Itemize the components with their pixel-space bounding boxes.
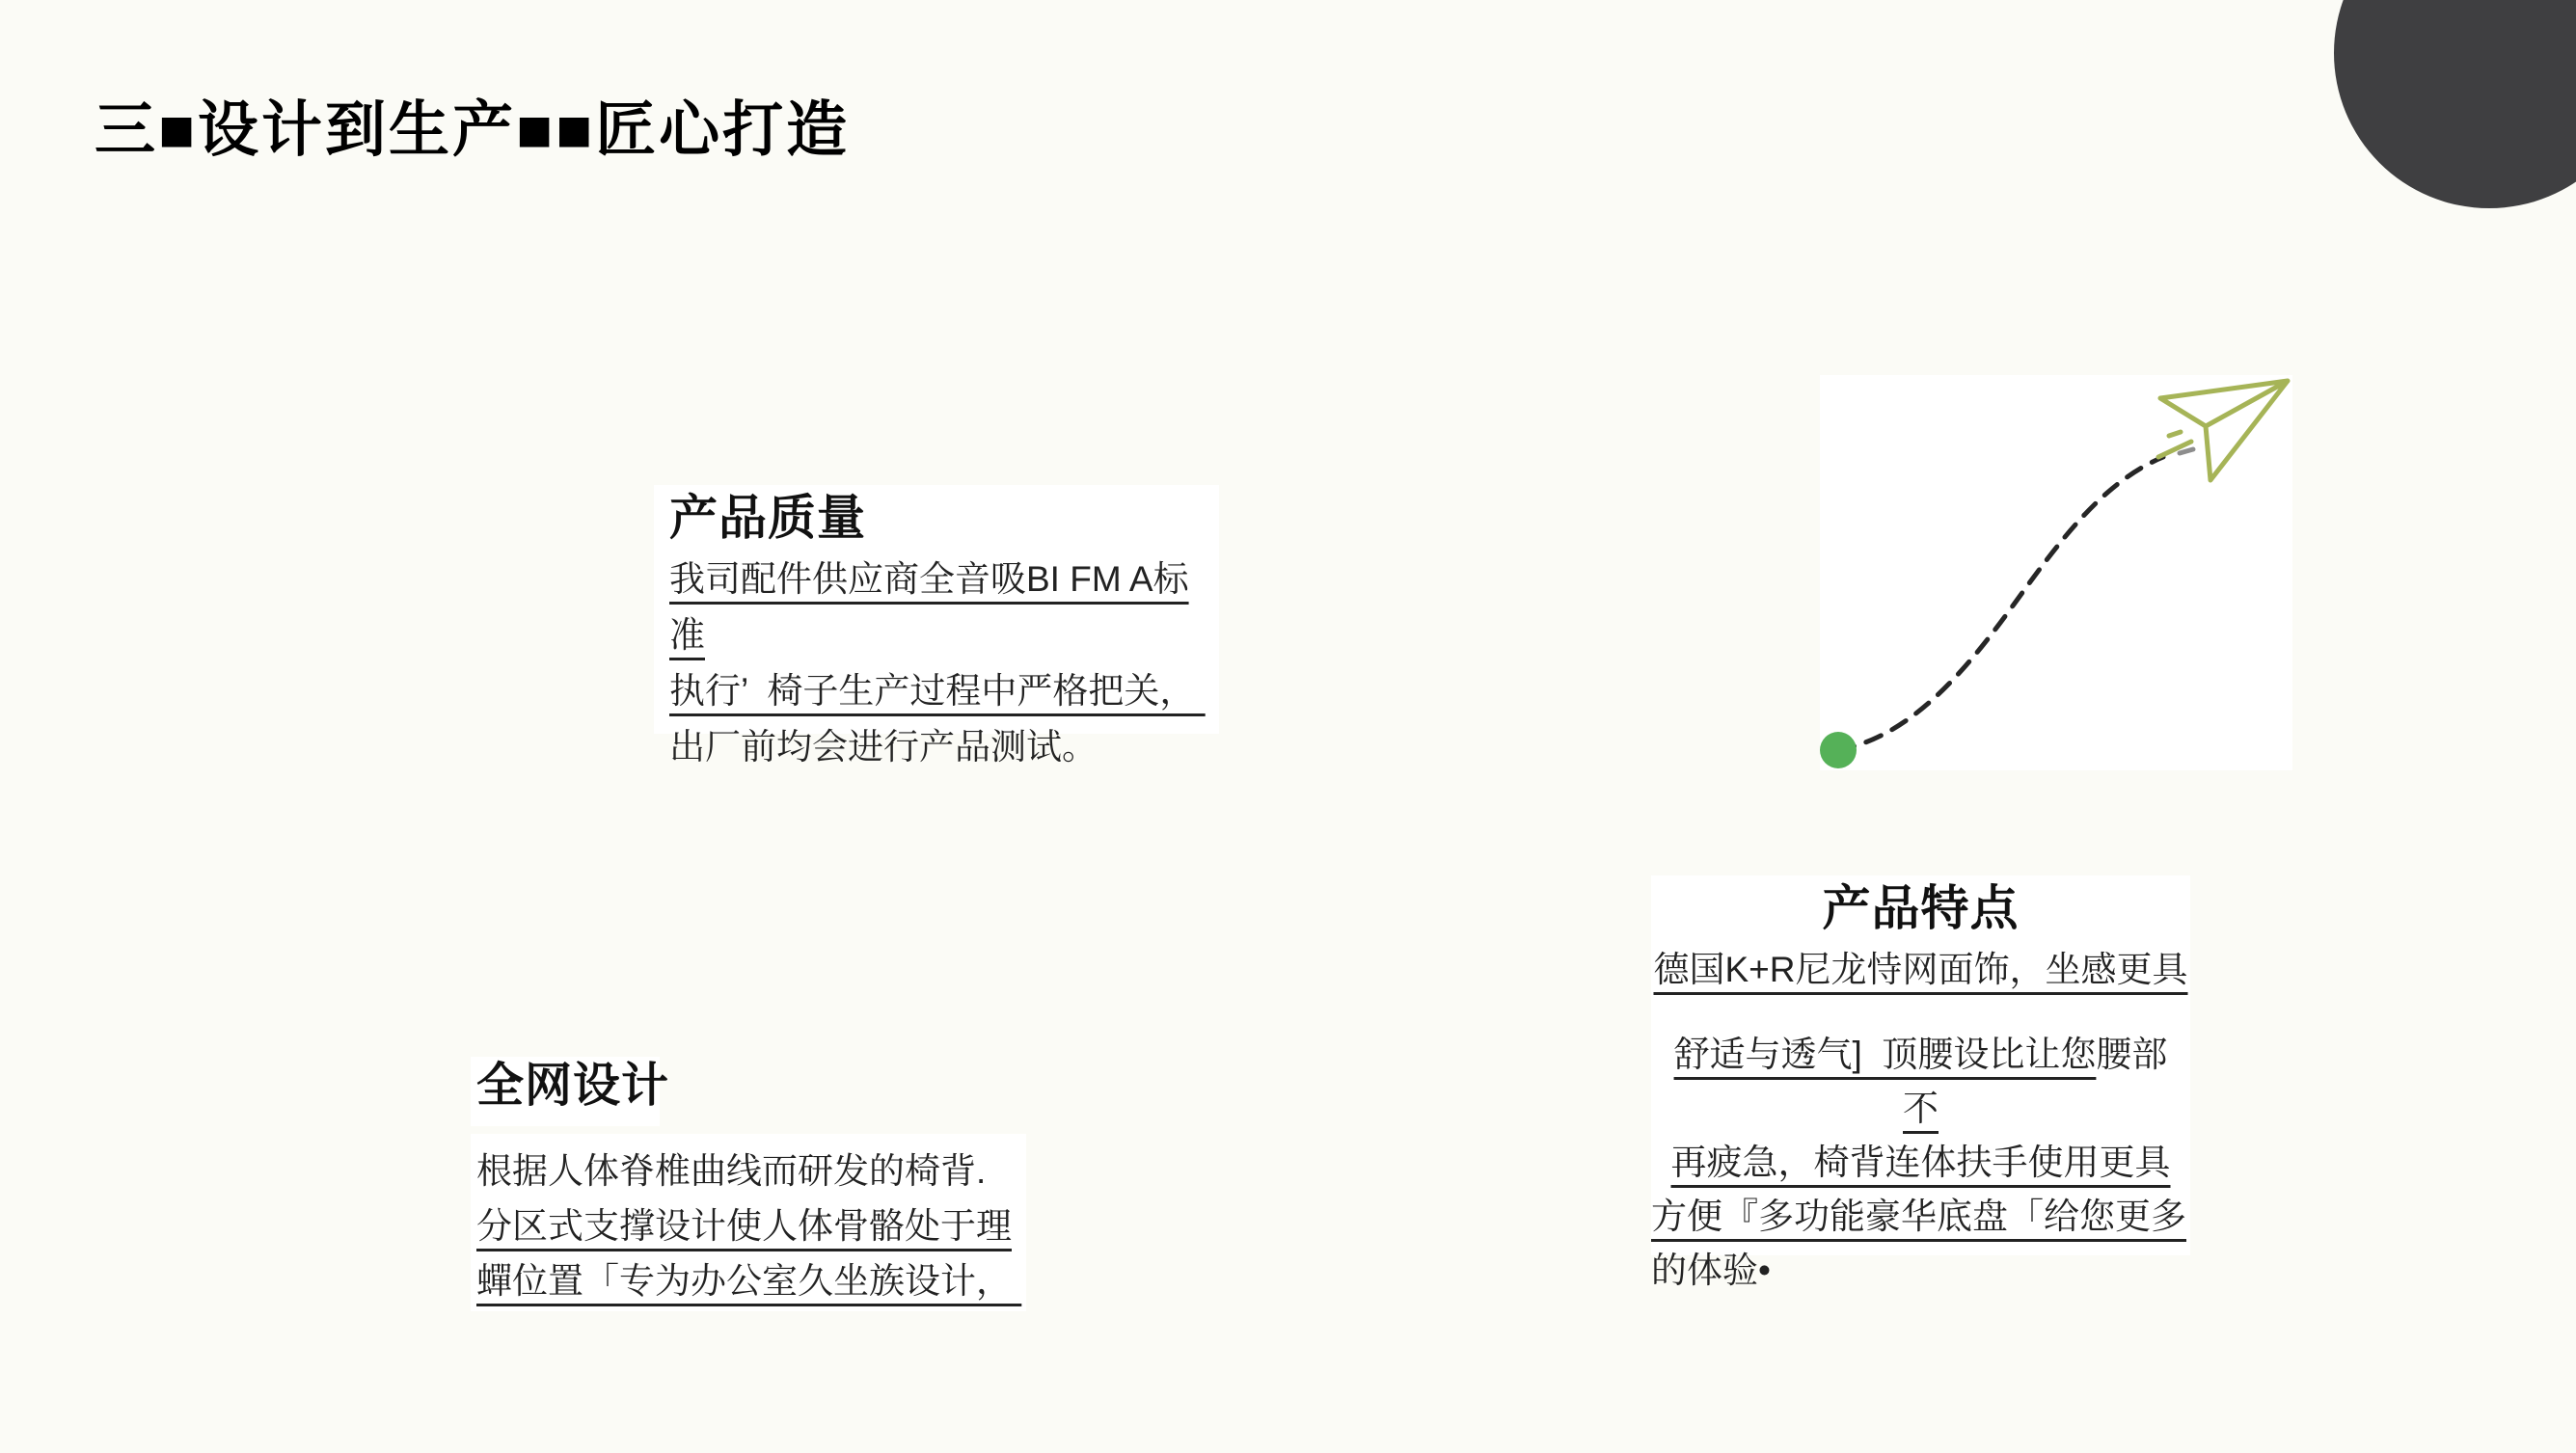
design-heading: 全网设计	[476, 1060, 670, 1112]
quality-heading: 产品质量	[669, 491, 866, 545]
text-line	[1651, 1190, 2190, 1244]
underlined-text: 舒适与透气] 顶腰设比让您	[1673, 1035, 2097, 1074]
underlined-text: 我司配件供应商全音吸BI FM A标准	[669, 559, 1189, 655]
text-line	[1651, 1244, 2190, 1298]
underlined-text: 蟬位置「专为办公室久坐族设计，	[476, 1261, 1022, 1301]
underlined-text: 执行’ 椅子生产过程中严格把关，	[669, 671, 1206, 711]
underlined-text: 德国K+R尼龙恃网面饰，坐感更具	[1653, 950, 2188, 989]
text-line	[1651, 1028, 2190, 1136]
features-body	[1651, 943, 2190, 1298]
features-heading: 产品特点	[1822, 881, 2020, 935]
plain-text: 出厂前均会进行产品测试。	[669, 727, 1098, 767]
text-line	[476, 1144, 1031, 1198]
text-line	[1651, 943, 2190, 997]
text-line	[669, 552, 1215, 663]
slide-title: 三■设计到生产■■匠心打造	[95, 96, 851, 164]
text-line	[476, 1198, 1031, 1253]
underlined-text: 再疲急，椅背连体扶手使用更具	[1670, 1143, 2171, 1182]
design-body	[476, 1144, 1031, 1308]
text-line	[669, 663, 1215, 719]
plain-text: 的体验•	[1651, 1251, 1771, 1290]
text-line	[476, 1253, 1031, 1308]
plain-text: 腰部	[2096, 1035, 2178, 1074]
underlined-text: 分区式支撑设计使人体骨骼处于理	[476, 1206, 1012, 1246]
underlined-text: 方便『多功能豪华底盘「给您更多	[1651, 1197, 2186, 1236]
underlined-text: 不	[1903, 1089, 1939, 1128]
corner-circle-decoration	[2334, 0, 2576, 208]
quality-body	[669, 552, 1215, 775]
text-line	[669, 719, 1215, 775]
text-line	[1651, 1136, 2190, 1190]
plain-text: 根据人体脊椎曲线而研发的椅背.	[476, 1151, 987, 1191]
illustration-box	[1820, 375, 2292, 770]
